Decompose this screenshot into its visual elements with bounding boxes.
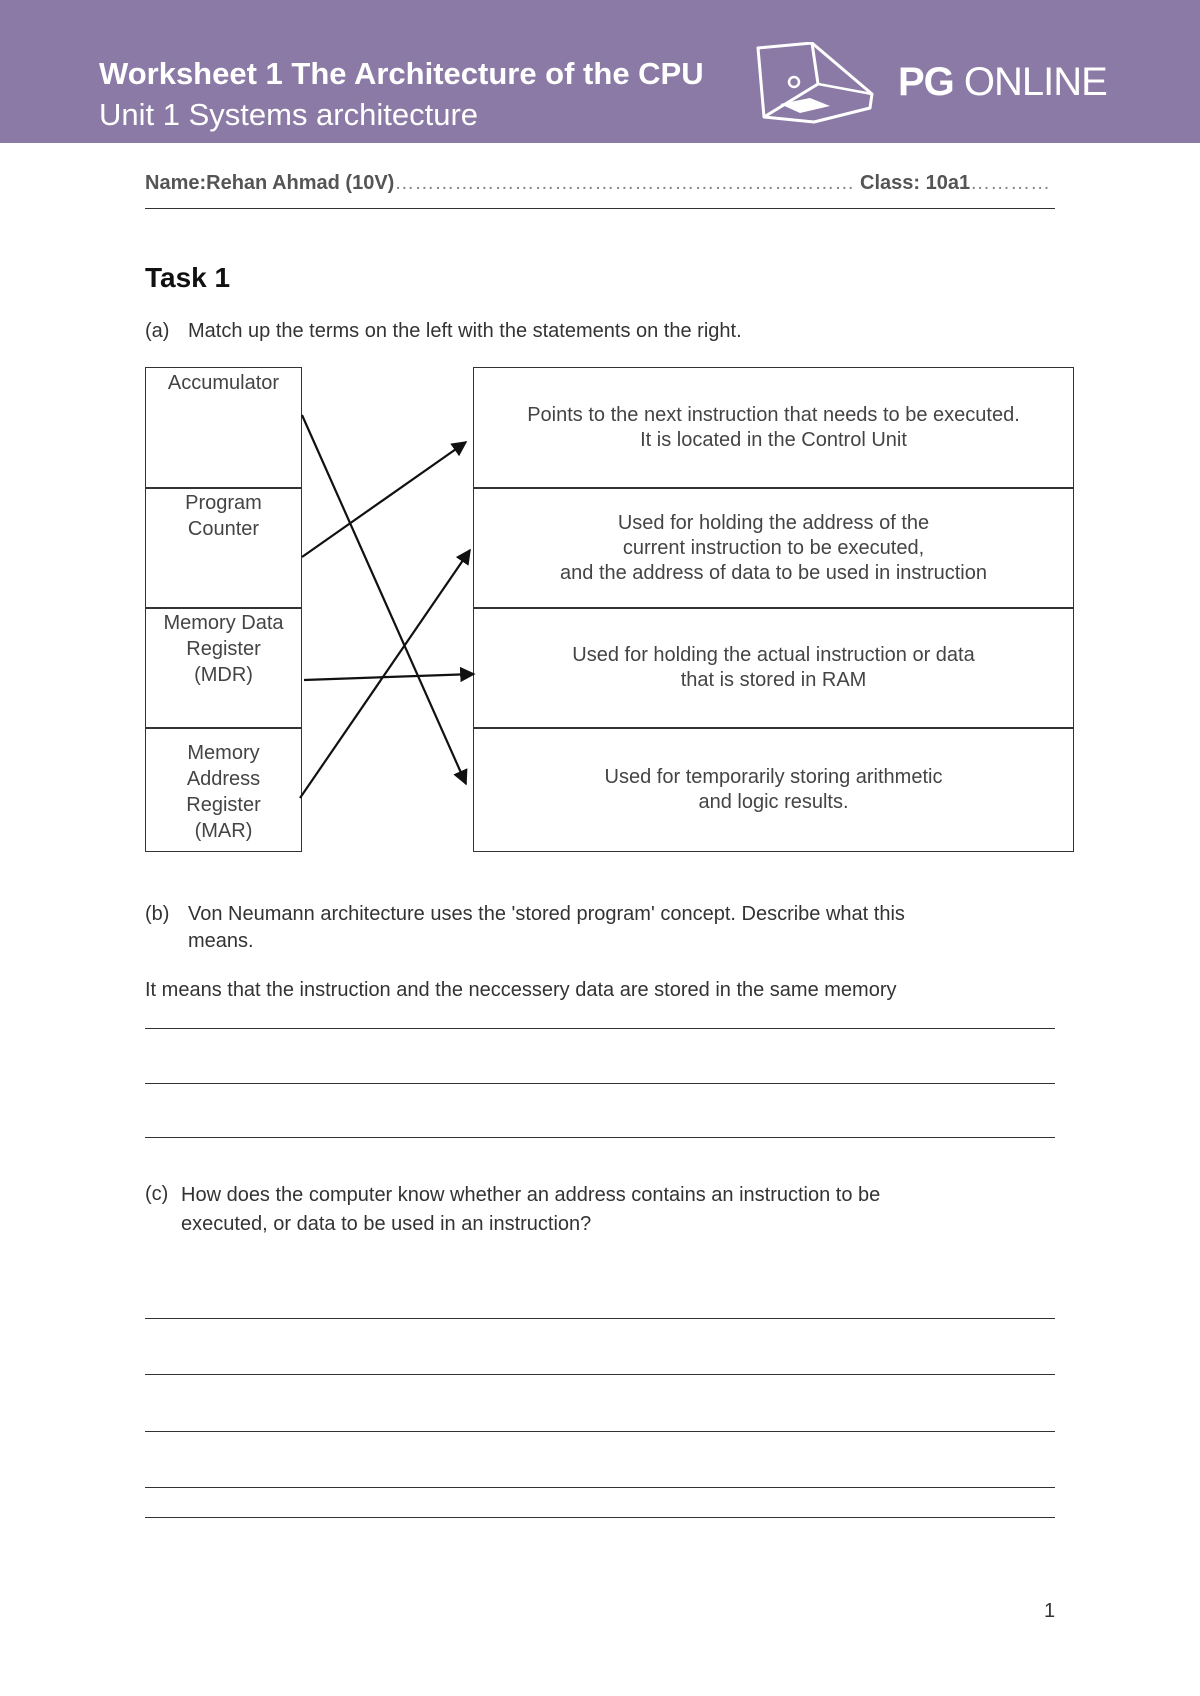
answer-line <box>145 1137 1055 1138</box>
statement-line: that is stored in RAM <box>680 669 867 691</box>
statement-line: Used for temporarily storing arithmetic <box>604 765 943 788</box>
task-title: Task 1 <box>145 262 231 293</box>
statement-line: It is located in the Control Unit <box>640 429 907 451</box>
question-c-line: executed, or data to be used in an instruction? <box>181 1213 592 1235</box>
question-b-text <box>188 901 905 955</box>
statement-line: Points to the next instruction that needs to be executed. <box>527 404 1020 426</box>
question-b-line: Von Neumann architecture uses the 'stored program' concept. Describe what this <box>188 903 905 925</box>
question-b-label: (b) <box>145 903 170 925</box>
unit-subtitle: Unit 1 Systems architecture <box>99 97 479 132</box>
answer-line[interactable] <box>145 1374 1055 1375</box>
answer-line[interactable] <box>145 1318 1055 1319</box>
class-dots: ………… <box>970 172 1051 194</box>
answer-line[interactable] <box>145 1431 1055 1432</box>
student-class: Class: 10a1 <box>860 172 971 194</box>
answer-line <box>145 1083 1055 1084</box>
worksheet-title: Worksheet 1 The Architecture of the CPU <box>99 56 704 91</box>
arrow-accumulator <box>302 415 466 784</box>
brand-light-text: ONLINE <box>953 60 1107 104</box>
answer-line[interactable] <box>145 1517 1055 1518</box>
question-a-text: Match up the terms on the left with the statements on the right. <box>188 320 742 342</box>
brand-bold-text: PG <box>898 60 954 104</box>
answer-b-text[interactable]: It means that the instruction and the neccessery data are stored in the same memory <box>145 979 897 1001</box>
question-c-line: How does the computer know whether an address contains an instruction to be <box>181 1184 881 1206</box>
statement-line: Used for holding the address of the <box>617 511 930 534</box>
question-b-line: means. <box>188 930 254 952</box>
question-a-label: (a) <box>145 320 170 342</box>
statement-line: Used for holding the actual instruction or data <box>572 644 975 666</box>
term-label: Memory Data Register (MDR) <box>163 612 284 686</box>
page-number: 1 <box>1044 1600 1056 1622</box>
arrow-program-counter <box>302 442 466 557</box>
answer-line <box>145 1028 1055 1029</box>
statement-line: and the address of data to be used in instruction <box>560 561 987 584</box>
term-label: Memory Address Register (MAR) <box>186 742 261 842</box>
question-c-text <box>181 1181 880 1239</box>
name-dots: …………………………………………………………… <box>394 172 855 194</box>
student-name: Name:Rehan Ahmad (10V) <box>145 172 395 194</box>
term-label: Program Counter <box>185 492 262 540</box>
question-c-label: (c) <box>145 1183 169 1205</box>
statement-line: current instruction to be executed, <box>622 536 925 559</box>
statement-line: and logic results. <box>698 790 849 813</box>
answer-line[interactable] <box>145 1487 1055 1488</box>
term-label: Accumulator <box>167 372 280 394</box>
arrow-mdr <box>304 674 474 680</box>
